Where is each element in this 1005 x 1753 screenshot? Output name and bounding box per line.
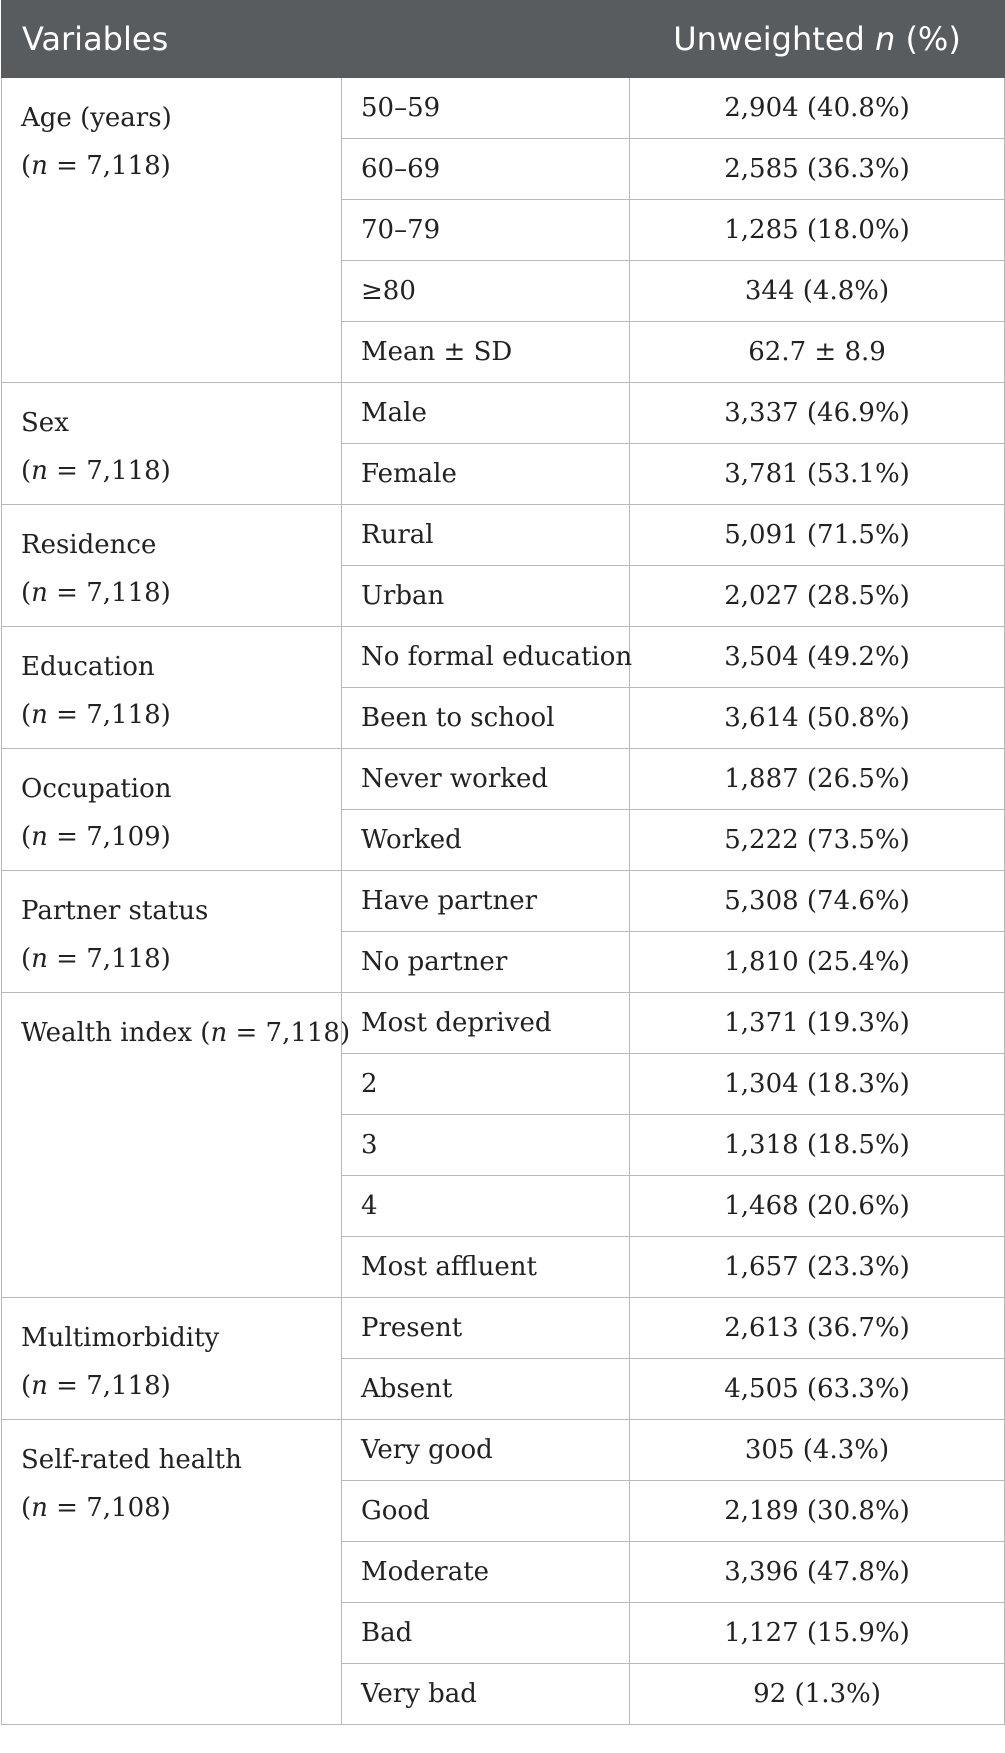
category-cell: Mean ± SD (342, 322, 630, 383)
variable-label: Occupation (21, 774, 172, 804)
category-cell: Never worked (342, 749, 630, 810)
category-cell: Male (342, 383, 630, 444)
variables-header: Variables (2, 1, 630, 78)
category-cell: ≥80 (342, 261, 630, 322)
value-cell: 92 (1.3%) (630, 1664, 1005, 1725)
variable-n: (n = 7,118) (21, 700, 171, 730)
table-body (2, 78, 1005, 1725)
category-cell: No formal education (342, 627, 630, 688)
category-cell: Worked (342, 810, 630, 871)
category-cell: Absent (342, 1359, 630, 1420)
variable-n: (n = 7,108) (21, 1493, 171, 1523)
variable-n-value: 7,118 (86, 456, 161, 486)
category-cell: Moderate (342, 1542, 630, 1603)
variable-n-value: 7,118 (86, 151, 161, 181)
variable-label: Age (years) (21, 103, 172, 133)
value-cell: 2,904 (40.8%) (630, 78, 1005, 139)
category-cell: Rural (342, 505, 630, 566)
variable-n-value: 7,118 (86, 578, 161, 608)
category-cell: Very bad (342, 1664, 630, 1725)
value-cell: 1,127 (15.9%) (630, 1603, 1005, 1664)
category-cell: 50–59 (342, 78, 630, 139)
value-cell: 1,810 (25.4%) (630, 932, 1005, 993)
category-cell: Very good (342, 1420, 630, 1481)
unweighted-suffix: (%) (895, 20, 961, 58)
value-cell: 2,027 (28.5%) (630, 566, 1005, 627)
category-cell: No partner (342, 932, 630, 993)
table-row (2, 993, 1005, 1054)
value-cell: 1,285 (18.0%) (630, 200, 1005, 261)
category-cell: 3 (342, 1115, 630, 1176)
table-row (2, 871, 1005, 932)
variable-n-value: 7,118 (86, 944, 161, 974)
category-cell: 70–79 (342, 200, 630, 261)
variable-n-value: 7,118 (265, 1018, 340, 1048)
category-cell: Present (342, 1298, 630, 1359)
category-cell: Been to school (342, 688, 630, 749)
category-cell: 4 (342, 1176, 630, 1237)
variable-n: (n = 7,118) (21, 456, 171, 486)
unweighted-header (630, 1, 1005, 78)
variable-label: Education (21, 652, 155, 682)
category-cell: Have partner (342, 871, 630, 932)
value-cell: 3,614 (50.8%) (630, 688, 1005, 749)
variable-cell (2, 78, 342, 383)
value-cell: 1,657 (23.3%) (630, 1237, 1005, 1298)
value-cell: 3,337 (46.9%) (630, 383, 1005, 444)
table-row (2, 749, 1005, 810)
variable-n: (n = 7,118) (21, 151, 171, 181)
value-cell: 2,585 (36.3%) (630, 139, 1005, 200)
table-row (2, 1420, 1005, 1481)
value-cell: 4,505 (63.3%) (630, 1359, 1005, 1420)
category-cell: Urban (342, 566, 630, 627)
value-cell: 305 (4.3%) (630, 1420, 1005, 1481)
variable-n: (n = 7,109) (21, 822, 171, 852)
category-cell: 2 (342, 1054, 630, 1115)
value-cell: 5,091 (71.5%) (630, 505, 1005, 566)
value-cell: 1,318 (18.5%) (630, 1115, 1005, 1176)
variable-label: Partner status (21, 896, 209, 926)
category-cell: Most deprived (342, 993, 630, 1054)
table-row (2, 627, 1005, 688)
variable-n-value: 7,118 (86, 1371, 161, 1401)
variable-n-value: 7,118 (86, 700, 161, 730)
table-header (2, 1, 1005, 78)
variable-cell (2, 1298, 342, 1420)
category-cell: 60–69 (342, 139, 630, 200)
variable-cell (2, 871, 342, 993)
table-row (2, 383, 1005, 444)
variable-label: Wealth index (21, 1018, 193, 1048)
variable-n: (n = 7,118) (21, 1371, 171, 1401)
table-row (2, 78, 1005, 139)
value-cell: 5,222 (73.5%) (630, 810, 1005, 871)
header-row (2, 1, 1005, 78)
table-row (2, 505, 1005, 566)
variable-label: Residence (21, 530, 157, 560)
value-cell: 2,189 (30.8%) (630, 1481, 1005, 1542)
value-cell: 1,304 (18.3%) (630, 1054, 1005, 1115)
category-cell: Most affluent (342, 1237, 630, 1298)
unweighted-n: n (874, 20, 896, 58)
value-cell: 5,308 (74.6%) (630, 871, 1005, 932)
unweighted-prefix: Unweighted (673, 20, 875, 58)
table-row (2, 1298, 1005, 1359)
value-cell: 1,887 (26.5%) (630, 749, 1005, 810)
value-cell: 1,371 (19.3%) (630, 993, 1005, 1054)
value-cell: 2,613 (36.7%) (630, 1298, 1005, 1359)
variable-n: (n = 7,118) (21, 944, 171, 974)
demographics-table (1, 0, 1005, 1725)
variable-label: Sex (21, 408, 69, 438)
variable-n: (n = 7,118) (192, 1018, 351, 1048)
variable-cell (2, 505, 342, 627)
variable-cell (2, 1420, 342, 1725)
value-cell: 3,396 (47.8%) (630, 1542, 1005, 1603)
category-cell: Good (342, 1481, 630, 1542)
variable-n-value: 7,109 (86, 822, 161, 852)
value-cell: 62.7 ± 8.9 (630, 322, 1005, 383)
variable-label: Multimorbidity (21, 1323, 220, 1353)
variable-cell (2, 749, 342, 871)
category-cell: Female (342, 444, 630, 505)
value-cell: 3,781 (53.1%) (630, 444, 1005, 505)
value-cell: 344 (4.8%) (630, 261, 1005, 322)
variable-cell (2, 993, 351, 1298)
variable-n-value: 7,108 (86, 1493, 161, 1523)
category-cell: Bad (342, 1603, 630, 1664)
variable-label: Self-rated health (21, 1445, 242, 1475)
variable-cell (2, 627, 342, 749)
variable-cell (2, 383, 342, 505)
value-cell: 3,504 (49.2%) (630, 627, 1005, 688)
variable-n: (n = 7,118) (21, 578, 171, 608)
value-cell: 1,468 (20.6%) (630, 1176, 1005, 1237)
